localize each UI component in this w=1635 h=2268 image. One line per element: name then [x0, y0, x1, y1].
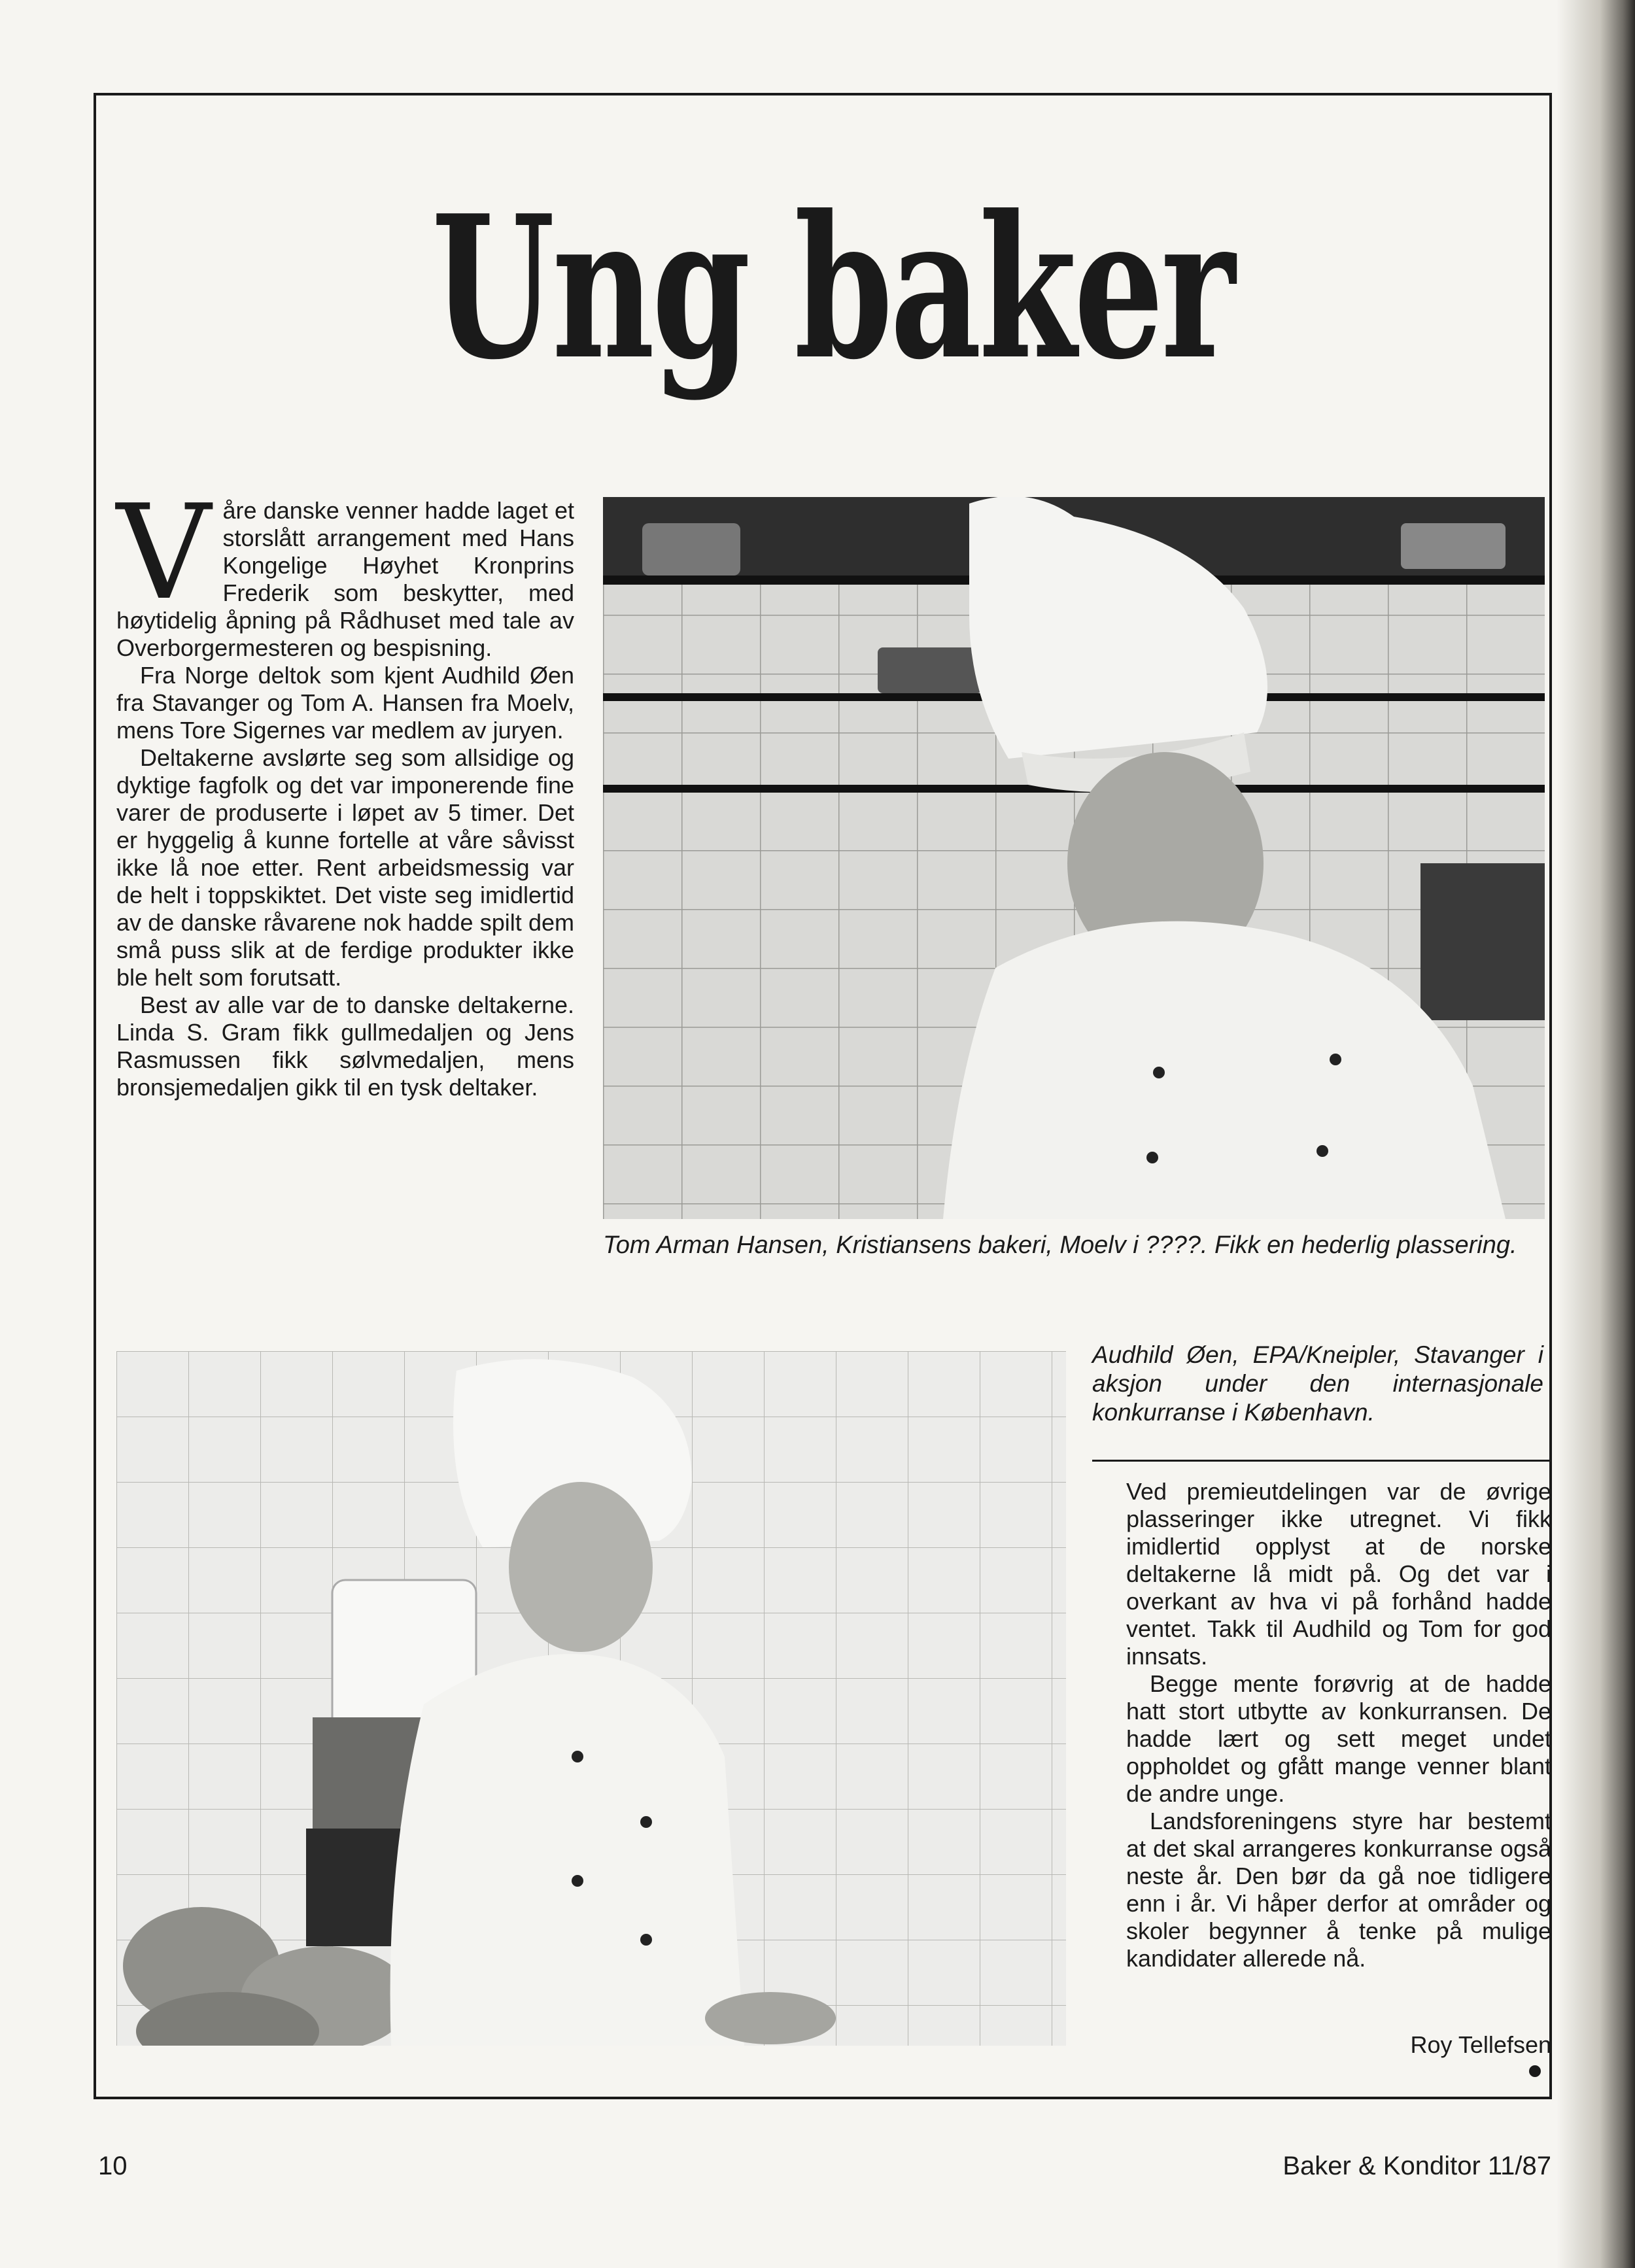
drop-cap: V	[116, 477, 211, 629]
end-of-article-mark	[1529, 2065, 1541, 2077]
body-paragraph: Fra Norge deltok som kjent Audhild Øen fra Stavanger og Tom A. Hansen fra Moelv, mens Tore Sigernes var medlem av juryen.	[116, 662, 574, 744]
body-paragraph: Best av alle var de to danske deltakerne. Linda S. Gram fikk gullmedaljen og Jens Rasmussen fikk sølvmedaljen, mens bronsjemedaljen gikk til en tysk deltaker.	[116, 991, 574, 1101]
caption-divider	[1092, 1460, 1550, 1462]
left-text-column	[116, 477, 574, 1101]
publication-footer: Baker & Konditor 11/87	[1282, 2152, 1551, 2180]
photo1-caption: Tom Arman Hansen, Kristiansens bakeri, Moelv i ????. Fikk en hederlig plassering.	[603, 1231, 1517, 1259]
page-number: 10	[98, 2152, 128, 2180]
photo2-caption: Audhild Øen, EPA/Kneipler, Stavanger i aksjon under den internasjonale konkurranse i København.	[1092, 1341, 1543, 1426]
lead-paragraph: Våre danske venner hadde laget et storslått arrangement med Hans Kongelige Høyhet Kronprins Frederik som beskytter, med høytidelig åpning på Rådhuset med tale av Overborgermesteren og bespisning.	[116, 477, 574, 661]
body-paragraph: Ved premieutdelingen var de øvrige plasseringer ikke utregnet. Vi fikk imidlertid opplyst at de norske deltakerne lå midt på. Og det var i overkant av hva vi på forhånd hadde ventet. Takk til Audhild og Tom for god innsats.	[1126, 1478, 1551, 1670]
article-title: Ung baker	[432, 172, 1233, 403]
photo-young-baker-kitchen	[603, 497, 1545, 1219]
page-spine-shadow	[1557, 0, 1635, 2268]
body-paragraph: Begge mente forøvrig at de hadde hatt stort utbytte av konkurransen. De hadde lært og sett meget undet oppholdet og gfått mange venner blant de andre unge.	[1126, 1670, 1551, 1807]
body-paragraph: Deltakerne avslørte seg som allsidige og dyktige fagfolk og det var imponerende fine varer de produserte i løpet av 5 timer. Det er hyggelig å kunne fortelle at våre såvisst ikke lå noe etter. Rent arbeidsmessig var de helt i toppskiktet. Det viste seg imidlertid av de danske råvarene nok hadde spilt dem små puss slik at de ferdige produkter ikke ble helt som forutsatt.	[116, 744, 574, 991]
author-byline: Roy Tellefsen	[1410, 2031, 1551, 2058]
body-paragraph: Landsforeningens styre har bestemt at det skal arrangeres konkurranse også neste år. Den bør da gå noe tidligere enn i år. Vi håper derfor at områder og skoler begynner å tenke på mulige kandidater allerede nå.	[1126, 1808, 1551, 1972]
photo-audhild-oen-kitchen	[116, 1351, 1066, 2046]
right-text-column	[1126, 1478, 1551, 1972]
